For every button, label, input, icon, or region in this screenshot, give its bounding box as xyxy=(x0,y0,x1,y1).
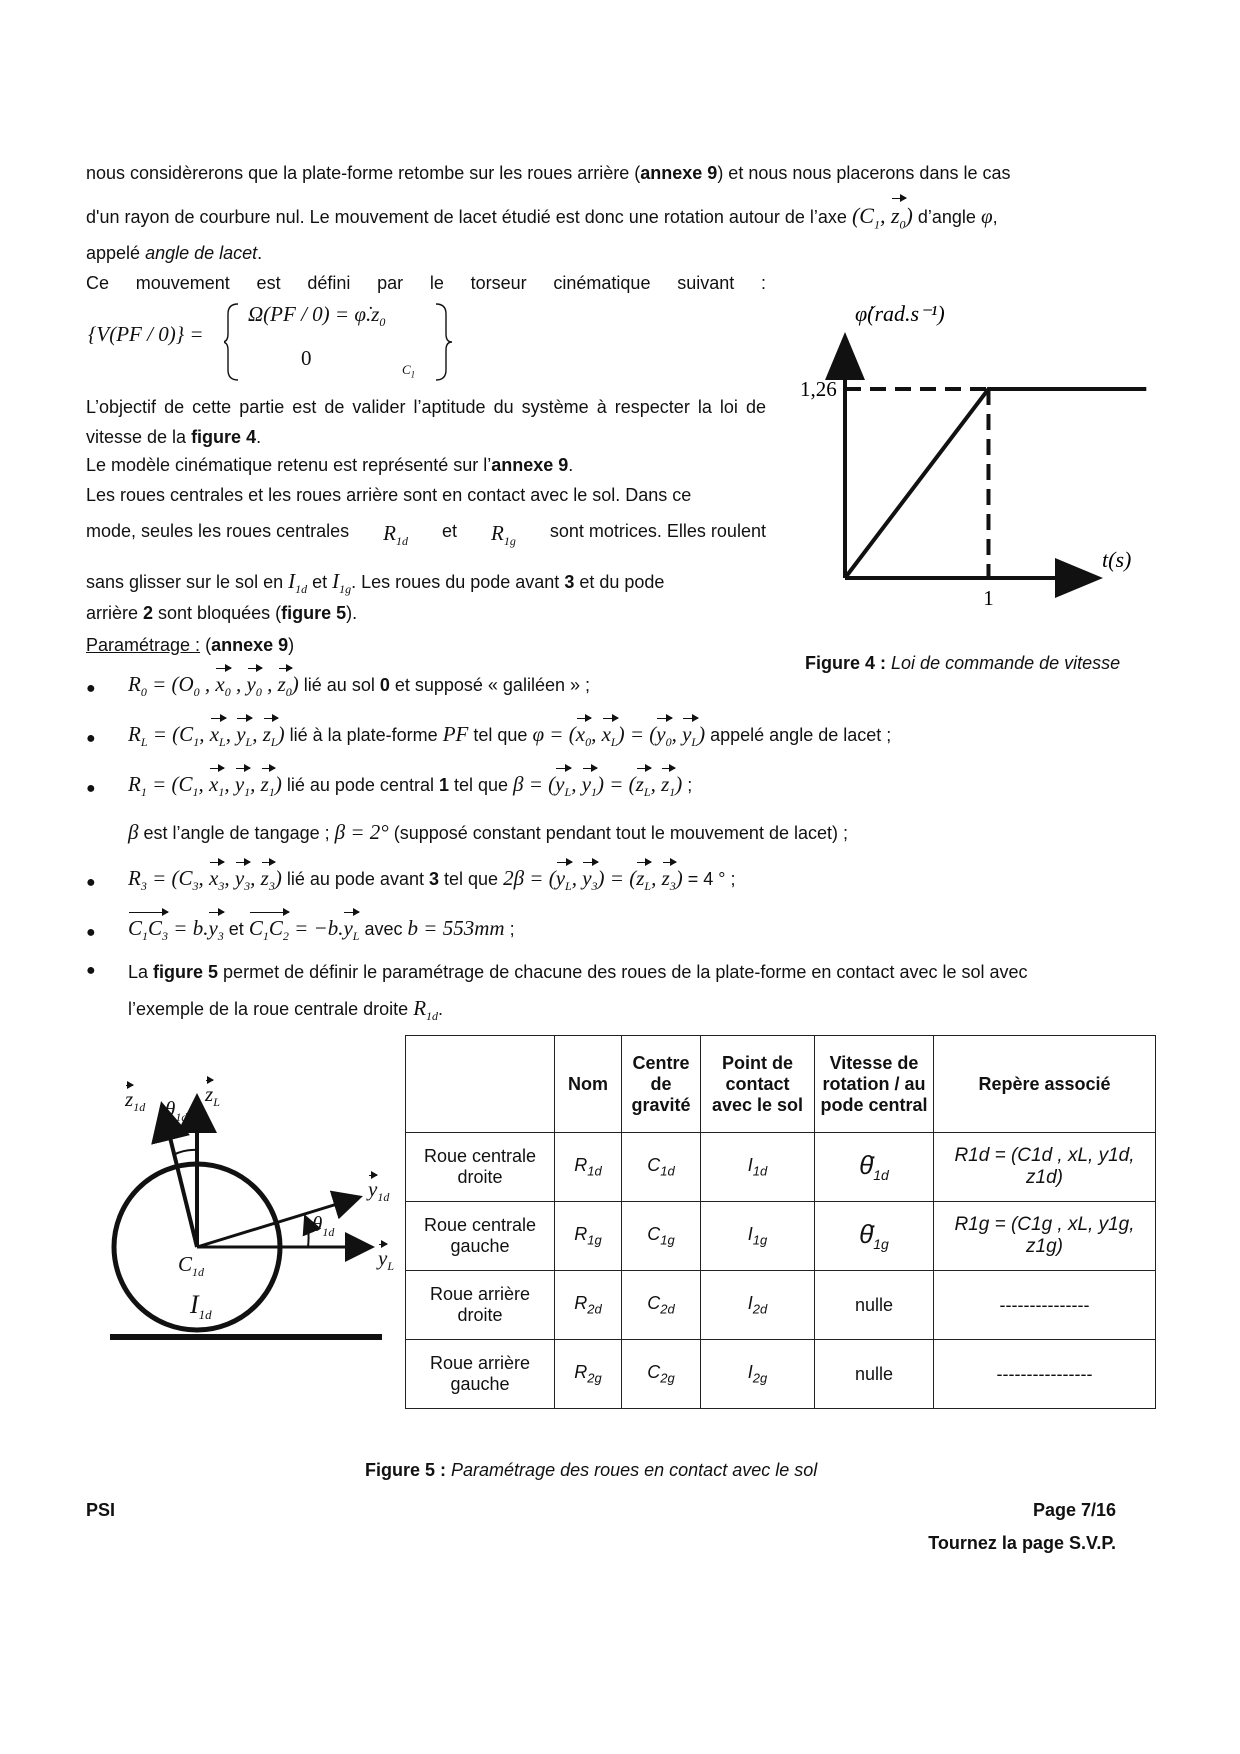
label-theta-right: $\theta_{1d}$ xyxy=(312,1212,335,1240)
cell-repere: R1g = (C1g , xL, y1g, z1g) xyxy=(934,1202,1156,1271)
bullet-dot: ● xyxy=(86,730,96,747)
torseur-bottom: 0 xyxy=(301,346,312,370)
label-z1d: $z_{1d}$ xyxy=(125,1087,146,1115)
table-header: Repère associé xyxy=(934,1036,1156,1133)
cell-nom: $R_{1d}$ xyxy=(555,1133,622,1202)
cell-vitesse: $\thetȧ_{1d}$ xyxy=(815,1133,934,1202)
bullet-dot: ● xyxy=(86,962,96,979)
label-i1d: $I_{1d}$ xyxy=(190,1290,212,1323)
cell-contact: $I_{1d}$ xyxy=(701,1133,815,1202)
cell-centre: $C_{2g}$ xyxy=(622,1340,701,1409)
torseur-point: $C_1$ xyxy=(402,362,416,380)
torseur-top: $\Omega(PF / 0) = \varphi̇.z_0$ xyxy=(248,302,386,330)
cell-repere: ---------------- xyxy=(934,1340,1156,1409)
table-row xyxy=(406,1271,1156,1340)
table-header: Centre de gravité xyxy=(622,1036,701,1133)
figure-4-chart xyxy=(790,295,1190,615)
row-label: Roue arrière droite xyxy=(406,1271,555,1340)
intro-line-1: nous considèrerons que la plate-forme retombe sur les roues arrière (annexe 9) et nous nous placerons dans le cas xyxy=(86,163,1011,183)
figure-4-caption: Figure 4 : Loi de commande de vitesse xyxy=(805,653,1121,673)
bullet-c1c3: $C_1C_3 = b.y_3$ et $C_1C_2 = -b.y_L$ avec b = 553mm ; xyxy=(128,916,515,944)
wheels-table xyxy=(405,1035,1156,1409)
cell-centre: $C_{1d}$ xyxy=(622,1133,701,1202)
cell-vitesse: $\thetȧ_{1g}$ xyxy=(815,1202,934,1271)
bullet-rl: $R_L = (C_1$, $x_L$, $y_L$, $z_L$) lié à la plate-forme PF tel que $\varphi = (x_0$, $x_L) = (y_0$, $y_L$) appelé angle de lacet ; xyxy=(128,722,892,750)
table-row xyxy=(406,1133,1156,1202)
glide-line: sans glisser sur le sol en $I_{1d}$ et $I_{1g}$. Les roues du pode avant 3 et du pode xyxy=(86,569,665,597)
table-row xyxy=(406,1202,1156,1271)
theta-arc-right xyxy=(305,1216,309,1247)
param-title: Paramétrage : (annexe 9) xyxy=(86,635,295,655)
table-header: Point de contact avec le sol xyxy=(701,1036,815,1133)
intro-line-2: d'un rayon de courbure nul. Le mouvement de lacet étudié est donc une rotation autour de l’axe ($C_1$, $z_0$) d’angle φ, xyxy=(86,200,998,234)
bullet-beta: β est l’angle de tangage ; β = 2° (supposé constant pendant tout le mouvement de lacet) ; xyxy=(128,820,848,844)
cell-contact: $I_{2d}$ xyxy=(701,1271,815,1340)
axis-c1-z0: ($C_1$, $z_0$) xyxy=(852,203,913,228)
cell-vitesse: nulle xyxy=(815,1340,934,1409)
objective-paragraph: L’objectif de cette partie est de valider l’aptitude du système à respecter la loi de vitesse de la figure 4. xyxy=(86,397,766,447)
table-header xyxy=(406,1036,555,1133)
cell-repere: R1d = (C1d , xL, y1d, z1d) xyxy=(934,1133,1156,1202)
intro-line-3: appelé angle de lacet. xyxy=(86,243,263,263)
figure-5-caption: Figure 5 : Paramétrage des roues en contact avec le sol xyxy=(365,1460,818,1480)
bullet-dot: ● xyxy=(86,780,96,797)
table-header: Vitesse de rotation / au pode central xyxy=(815,1036,934,1133)
cell-centre: $C_{2d}$ xyxy=(622,1271,701,1340)
footer-left: PSI xyxy=(86,1500,116,1520)
row-label: Roue centrale gauche xyxy=(406,1202,555,1271)
bullet-dot: ● xyxy=(86,924,96,941)
cell-centre: $C_{1g}$ xyxy=(622,1202,701,1271)
row-label: Roue centrale droite xyxy=(406,1133,555,1202)
footer-page: Page 7/16 xyxy=(1032,1500,1116,1520)
intro-line-4: Ce mouvement est défini par le torseur cinématique suivant : xyxy=(86,273,766,293)
x-tick-label: 1 xyxy=(983,586,994,610)
cell-nom: $R_{2d}$ xyxy=(555,1271,622,1340)
y-tick-label: 1,26 xyxy=(800,377,837,401)
cell-repere: --------------- xyxy=(934,1271,1156,1340)
bullet-dot: ● xyxy=(86,874,96,891)
wheel-diagram xyxy=(100,1065,420,1355)
bullet-r3: $R_3 = (C_3$, $x_3$, $y_3$, $z_3$) lié au pode avant 3 tel que $2\beta = (y_L$, $y_3) = (z_L$, $z_3) = 4$ ° ; xyxy=(128,866,736,894)
cell-vitesse: nulle xyxy=(815,1271,934,1340)
contact-line: Les roues centrales et les roues arrière sont en contact avec le sol. Dans ce xyxy=(86,485,692,505)
table-row xyxy=(406,1340,1156,1409)
bullet-r0: $R_0 = (O_0$ , $x_0$ , $y_0$ , $z_0$) lié au sol 0 et supposé « galiléen » ; xyxy=(128,672,590,700)
cell-contact: $I_{1g}$ xyxy=(701,1202,815,1271)
z1d-arrow xyxy=(162,1105,197,1247)
label-zl: $z_L$ xyxy=(205,1082,220,1110)
bullet-dot: ● xyxy=(86,680,96,697)
label-yl: $y_L$ xyxy=(378,1246,395,1274)
label-c1d: $C_{1d}$ xyxy=(178,1252,205,1280)
table-header-row xyxy=(406,1036,1156,1133)
footer-turn: Tournez la page S.V.P. xyxy=(928,1533,1116,1553)
cell-nom: $R_{2g}$ xyxy=(555,1340,622,1409)
cell-contact: $I_{2g}$ xyxy=(701,1340,815,1409)
bullet-r1: $R_1 = (C_1$, $x_1$, $y_1$, $z_1$) lié au pode central 1 tel que $\beta = (y_L$, $y_1) = (z_L$, $z_1$) ; xyxy=(128,772,693,800)
blocked-line: arrière 2 sont bloquées (figure 5). xyxy=(86,603,358,623)
table-header: Nom xyxy=(555,1036,622,1133)
motor-line: mode, seules les roues centrales $R_{1d}$ et $R_{1g}$ sont motrices. Elles roulent xyxy=(86,521,766,549)
cell-nom: $R_{1g}$ xyxy=(555,1202,622,1271)
label-theta-top: $\theta_{1d}$ xyxy=(165,1097,188,1125)
torseur: {V(PF / 0)} = $\Omega(PF / 0) = \varphi̇.z_0$ 0 $C_1$ xyxy=(86,300,426,390)
bullet-figure5: La figure 5 permet de définir le paramétrage de chacune des roues de la plate-forme en contact avec le sol avec l’exemple de la roue centrale droite $R_{1d}$. xyxy=(128,962,1028,1024)
model-line: Le modèle cinématique retenu est représenté sur l’annexe 9. xyxy=(86,455,574,475)
theta-arc-top xyxy=(173,1150,197,1155)
row-label: Roue arrière gauche xyxy=(406,1340,555,1409)
x-axis-label: t(s) xyxy=(1102,547,1132,572)
label-y1d: $y_{1d}$ xyxy=(368,1177,390,1205)
y-axis-label: φ̇(rad.s⁻¹) xyxy=(855,301,945,326)
